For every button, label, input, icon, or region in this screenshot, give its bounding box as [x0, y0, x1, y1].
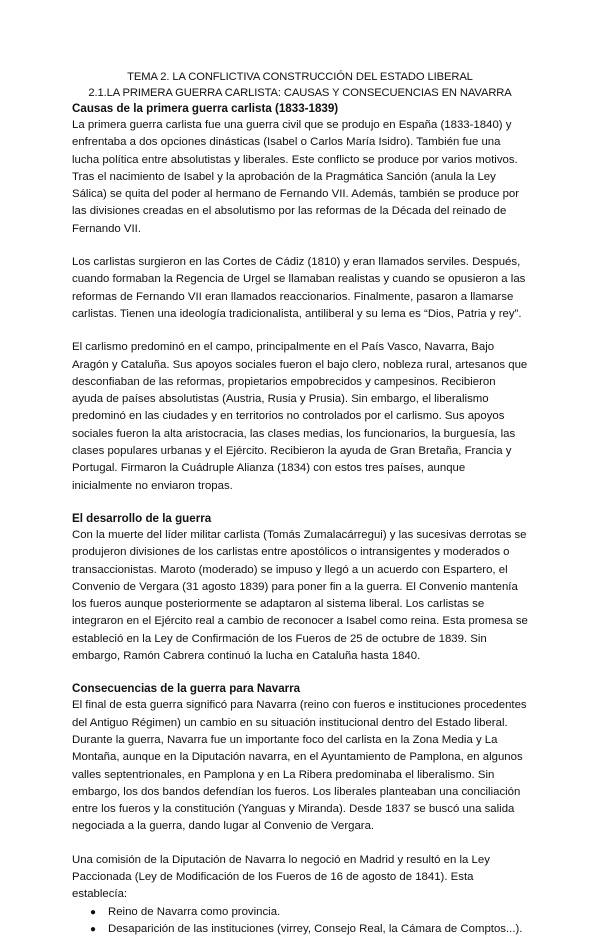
list-item-text: Reino de Navarra como provincia.: [108, 905, 281, 918]
document-subtitle: 2.1.LA PRIMERA GUERRA CARLISTA: CAUSAS Y CONSECUENCIAS EN NAVARRA: [88, 87, 512, 99]
bullet-icon: ●: [90, 923, 97, 935]
list-item: [90, 904, 528, 921]
section-heading-consecuencias: Consecuencias de la guerra para Navarra: [72, 682, 301, 696]
bullet-icon: ●: [90, 906, 97, 918]
section-heading-causas: Causas de la primera guerra carlista (1833-1839): [72, 102, 339, 115]
paragraph: La primera guerra carlista fue una guerra civil que se produjo en España (1833-1840) y enfrentaba a dos opciones dinásticas (Isabel o Carlos María Isidro). También fue una lucha política entre absolutistas y liberales. Este conflicto se produce por varios motivos. Tras el nacimiento de Isabel y la aprobación de la Pragmática Sanción (anula la Ley Sálica) se quita del poder al hermano de Fernando VII. Además, también se produce por las divisiones creadas en el absolutismo por las reformas de la Década del reinado de Fernando VII.: [72, 119, 520, 235]
paragraph: Con la muerte del líder militar carlista (Tomás Zumalacárregui) y las sucesivas derrotas se produjeron divisiones de los carlistas entre apostólicos o intransigentes y moderados o transaccionistas. Maroto (moderado) se impuso y llegó a un acuerdo con Espartero, el Convenio de Vergara (31 agosto 1839) para poner fin a la guerra. El Convenio mantenía los fueros aunque posteriormente se adaptaron al sistema liberal. Los carlistas se integraron en el Ejército real a cambio de reconocer a Isabel como reina. Esta promesa se estableció en la Ley de Confirmación de los Fueros de 25 de octubre de 1839. Sin embargo, Ramón Cabrera continuó la lucha en Cataluña hasta 1840.: [72, 528, 528, 663]
document-title: TEMA 2. LA CONFLICTIVA CONSTRUCCIÓN DEL ESTADO LIBERAL: [127, 71, 473, 83]
bullet-list: [72, 904, 528, 938]
section-heading-desarrollo: El desarrollo de la guerra: [72, 511, 212, 525]
paragraph: Una comisión de la Diputación de Navarra lo negoció en Madrid y resultó en la Ley Paccionada (Ley de Modificación de los Fueros de 16 de agosto de 1841). Esta establecía:: [72, 853, 490, 901]
list-item: [90, 921, 528, 938]
list-item-text: Desaparición de las instituciones (virrey, Consejo Real, la Cámara de Comptos...).: [108, 922, 523, 935]
paragraph: Los carlistas surgieron en las Cortes de Cádiz (1810) y eran llamados serviles. Después, cuando formaban la Regencia de Urgel se llamaban realistas y cuando se opusieron a las reformas de Fernando VII eran llamados reaccionarios. Finalmente, pasaron a llamarse carlistas. Tienen una ideología tradicionalista, antiliberal y su lema es “Dios, Patria y rey”.: [72, 256, 526, 320]
paragraph: El carlismo predominó en el campo, principalmente en el País Vasco, Navarra, Bajo Aragón y Cataluña. Sus apoyos sociales fueron el bajo clero, nobleza rural, artesanos que desconfiaban de las reformas, propietarios empobrecidos y campesinos. Recibieron ayuda de países absolutistas (Austria, Rusia y Prusia). Sin embargo, el liberalismo predominó en las ciudades y en territorios no controlados por el carlismo. Sus apoyos sociales fueron la alta aristocracia, las clases medias, los funcionarios, la burguesía, las clases populares urbanas y el Ejército. Recibieron la ayuda de Gran Bretaña, Francia y Portugal. Firmaron la Cuádruple Alianza (1834) con estos tres países, aunque inicialmente no enviaron tropas.: [72, 341, 528, 492]
paragraph: El final de esta guerra significó para Navarra (reino con fueros e instituciones procedentes del Antiguo Régimen) un cambio en su situación institucional dentro del Estado liberal. Durante la guerra, Navarra fue un importante foco del carlista en la Zona Media y La Montaña, aunque en la Diputación navarra, en el Ayuntamiento de Pamplona, en algunos valles septentrionales, en Pamplona y en La Ribera predominaba el liberalismo. Sin embargo, los dos bandos defendían los fueros. Los liberales planteaban una conciliación entre los fueros y la constitución (Yanguas y Miranda). Desde 1837 se buscó una salida negociada a la guerra, dando lugar al Convenio de Vergara.: [72, 699, 527, 833]
